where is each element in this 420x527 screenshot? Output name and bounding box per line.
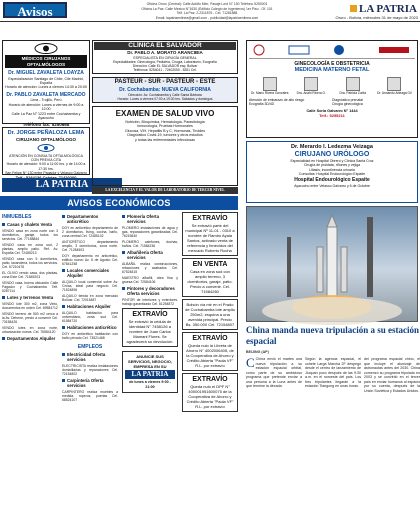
bullet-icon	[122, 251, 125, 254]
category-heading	[62, 352, 118, 362]
ad-title: MÉDICOS CIRUJANOS OFTALMÓLOGOS	[5, 55, 87, 68]
ad-address: Ayacucho entre Velasco Galvarro y 6 de Octubre	[294, 183, 370, 188]
doctor-name: Dr. PABLO ZAVALETA MERCADO	[6, 91, 86, 98]
classified-item: ELECTRICISTA realiza instalaciones domiciliarias y reparaciones Cel. 72154802	[62, 363, 118, 377]
classifieds-column	[182, 212, 238, 524]
venta-text: Bolsón vía mir en el Prado de Cochabamba lote amplio 250m2, esquina a una avenida principal. Precio Bs. 350.000 Cel. 72154807	[185, 302, 235, 327]
brand-name: LA PATRIA	[359, 3, 417, 15]
bullet-icon	[62, 305, 65, 308]
classifieds-title: AVISOS ECONÓMICOS	[0, 196, 238, 210]
page-header	[0, 0, 420, 22]
ad-penaloza	[2, 127, 90, 175]
classified-item: VENDO lote 300 m2, zona Vinto, documentos en orden Cel. 69584712	[2, 301, 58, 311]
rocket-launch-photo	[246, 206, 418, 322]
ad-subtitle: Dr. Cochabamba: NUEVA CALIFORNIA	[119, 86, 211, 93]
extravio-box	[182, 332, 238, 371]
service-item: Diagnóstico prenatal	[332, 98, 363, 103]
article-column: del programa espacial chino, el que incluye el alunizaje de astronautas antes del 2030. China comenzó su programa tripulado en 2003 y se convirtió en el tercer país en enviar humanos al espacio por su cuenta, después de la Unión Soviética y Estados Unidos.	[364, 357, 420, 393]
classifieds-column	[62, 212, 118, 524]
ad-line: Dirección: Calle EL SALVADOR esq. Bolivar	[132, 64, 198, 69]
classified-item: PLOMERO instalaciones de agua y gas, reparaciones garantizadas Cel. 76215840	[122, 225, 178, 238]
classifieds-column	[2, 212, 58, 524]
avisos-logo: Avisos	[3, 2, 67, 18]
extravio-title: EXTRAVÍO	[192, 376, 228, 383]
article-column: Según la agencia espacial, el cohete Larga Marcha 2F despegó desde el centro de lanzamiento de Jiuquan poco después de las 9:30 a.m. en el noroeste del país. Los tres tripulantes llegarán a la estación Tiangong en unas horas.	[305, 357, 361, 388]
venta-text: Casa en zona sud con amplio terreno, 3 dormitorios, garaje, patio. Precio a convenir. Cel. 71584260	[187, 269, 233, 294]
doctor-photo	[263, 77, 277, 91]
doctor-name: Dr. Merardo I. Ledezma Veizaga	[291, 144, 373, 150]
ad-title: EXAMEN DE SALUD VIVO	[115, 109, 215, 118]
article-byline: BEIJING (AP)	[246, 350, 269, 354]
doctor-name: Dr. PABLO A. MORATO ARANCIBIA	[127, 50, 203, 56]
eye-icon	[5, 43, 87, 55]
category-label: Habitaciones Alquiler	[67, 304, 111, 310]
bullet-icon	[2, 337, 5, 340]
classified-item: CARPINTERO realiza muebles a medida, roperos, puertas Cel. 68524107	[62, 389, 118, 403]
drop-cap: C	[246, 355, 255, 370]
ad-band: LA EXCELENCIA Y EL VALOR DE LABORATORIO DE TERCER NIVEL	[92, 187, 238, 194]
category-label: Lotes y terrenos Venta	[7, 295, 54, 301]
ad-title: CLÍNICA EL SALVADOR	[94, 42, 236, 50]
section-heading: INMUEBLES	[2, 214, 32, 220]
extravio-text: Se extravió parte del municipal Nº 11-01 - 0310 a nombre de Ramiro Ayala Santos, activado venta de referencia y fenecidos del mercado Roberto Rocha	[185, 223, 235, 253]
bullet-icon	[122, 215, 125, 218]
category-label: Albañilería Oferta servicios	[127, 250, 163, 261]
ad-pasteur	[92, 77, 238, 103]
extravio-title: EXTRAVÍO	[192, 335, 228, 342]
ad-address: Calle La Paz N° 1223 entre Cochabamba y Ayacucho	[11, 111, 81, 121]
bullet-icon	[2, 296, 5, 299]
ad-ginecologia	[246, 40, 418, 138]
category-label: Carpintería Oferta servicios	[67, 378, 104, 389]
ad-phone: Telf.: 5255211	[319, 113, 345, 119]
venta-title: EN VENTA	[192, 261, 228, 268]
classified-item: VENDO casa en zona norte con 3 dormitorios, garaje, todos los servicios. Cel. 77158844	[2, 228, 58, 241]
bullet-icon	[2, 223, 5, 226]
classifieds-column	[122, 212, 178, 524]
bullet-icon	[122, 287, 125, 290]
ad-line: Especialidades: Ginecología, Pediatría, Cirugía, Laboratorio, Ecografía	[113, 60, 217, 65]
bullet-icon	[62, 379, 65, 382]
doctor-photo	[387, 77, 401, 91]
ad-line: Cirugía de próstata, riñones y vejiga	[303, 163, 361, 168]
classified-item: ALQUILO tienda en zona mercado Bolívar. Cel. 72015487	[62, 293, 118, 303]
ad-phone: Teléfono fax: 5250668	[22, 121, 70, 127]
classified-item: PLOMERO calefones, duchas, baños. Cel. 71584236	[122, 239, 178, 248]
article-column	[246, 357, 302, 389]
extravio-box	[122, 308, 178, 347]
extravio-text: Queda nulo la Libreta de Ahorro N° 4002006405, de la Cooperativa de Ahorro y Crédito Abierta "Paola VF" R.L. por extravío	[186, 343, 234, 368]
ad-line: Horario: Lunes a viernes 07:00 a 19:30 hrs. Sábados y domingos	[117, 96, 213, 101]
header-info-line: Telf. La Paz: 2-2311876 - Cel. 71281888	[176, 11, 238, 16]
category-label: Plomería Oferta servicios	[127, 214, 160, 224]
doctor-name: Dr. Armando Arteaga Gil	[377, 91, 412, 96]
ad-line: Litiasis, incontinencia urinaria	[309, 167, 355, 172]
classified-item: VENDO casa con 5 dormitorios, patio, lavandería, todos los servicios. Cel. 67210478	[2, 256, 58, 270]
ad-title: GINECOLOGÍA E OBSTETRICIA	[294, 61, 370, 67]
classified-item: ALQUILO habitación para universitario, zona sud Cel. 61584720	[62, 310, 118, 324]
category-label: Casas y chalets Venta	[7, 222, 52, 227]
ad-examen-salud	[92, 106, 238, 186]
doctor-card	[374, 77, 414, 95]
classified-item: VENDO casa en zona sud, 2 plantas, amplio patio. Ref. Av. España Cel. 72485213	[2, 242, 58, 256]
doctors-row	[249, 77, 415, 95]
classified-item: PINTOR de interiores y exteriores, trabajo garantizado Cel. 61254872	[122, 297, 178, 306]
promo-box	[122, 351, 178, 393]
promo-brand: LA PATRIA	[125, 370, 175, 379]
category-label: Locales comerciales Alquiler	[67, 268, 110, 279]
service-item: Atención de embarazo de alto riesgo	[249, 98, 305, 103]
category-heading	[2, 295, 58, 300]
classified-item: ALQUILO local comercial sobre Av. Cívica, ideal para negocio Cel. 71524896	[62, 279, 118, 293]
classified-item: ALBAÑIL realiza construcciones, refacciones y acabados Cel. 67524815	[122, 261, 178, 274]
services-list	[249, 98, 415, 107]
doctor-title: CIRUJANO URÓLOGO	[294, 150, 370, 158]
category-heading	[2, 336, 58, 341]
promo-text: ANUNCIE SUS SERVICIOS, NEGOCIO, EMPRESA EN SU	[128, 353, 172, 369]
category-label: Departamentos Alquiler	[7, 336, 56, 342]
extravio-box	[182, 212, 238, 256]
doctor-name: Dr. JORGE PEÑALOZA LEMA	[7, 130, 85, 136]
doctor-card	[333, 77, 373, 95]
ad-address: Calle Soria Galvarro N° 1444	[306, 108, 358, 113]
classified-item: EL OLIVO vendo casa, dos plantas, zona Este Cel. 71845203	[2, 270, 58, 280]
category-label: Electricidad Oferta servicios	[67, 352, 106, 363]
ad-clinica-salvador	[92, 40, 238, 74]
doctor-name: Dra. Patricia Zurita	[339, 91, 367, 96]
ad-line: Dirección: Av. Cochabamba y Calle Santa Bárbara	[128, 92, 202, 97]
category-heading	[62, 214, 118, 224]
category-heading	[62, 378, 118, 388]
extravio-text: Se extravió la cédula de identidad N° 7458126 a nombre de Juan Carlos Mamani Flores. Se agradecerá su devolución.	[126, 318, 174, 344]
classified-item: DOY en anticrético habitación con baño privado Cel. 73521468	[62, 331, 118, 341]
header-contact-info	[72, 2, 342, 20]
venta-box	[182, 299, 238, 330]
ad-logos	[249, 43, 415, 59]
doctor-specialty: ESPECIALISTA EN CIRUGÍA GENERAL	[133, 55, 197, 60]
category-label: Habitaciones anticrético	[67, 325, 117, 331]
article-text: China envió el martes una nueva tripulación a su estación espacial orbital, como parte de su ambicioso programa que pretende enviar a una persona a la Luna antes de que termine la década.	[246, 357, 302, 388]
classified-item: VENDO terreno de 500 m2 cerca a la Av. Dehene, precio a convenir Cel. 73158426	[2, 311, 58, 325]
classified-item: VENDO lotes en zona norte, urbanización nueva. Cel. 76584120	[2, 325, 58, 335]
ad-line: Nutrición, Bioquímica, Hematología, Parasitología	[125, 120, 205, 124]
doctor-card	[291, 77, 331, 95]
extravio-box	[182, 373, 238, 412]
ad-line: y todas las enfermedades infecciosas	[135, 137, 195, 142]
doctor-specialty: Especialización Santiago de Chile, Cile Madrid, España	[8, 76, 84, 85]
service-item: Ecografía 3D/4D	[249, 102, 275, 107]
article-headline: China manda nueva tripulación a su estación espacial	[246, 325, 420, 346]
doctor-title: CIRUJANO OFTALMÓLOGO	[16, 136, 76, 142]
bullet-icon	[62, 353, 65, 356]
issue-date: Oruro - Bolivia, miércoles 31 de mayo de 2023	[335, 15, 418, 20]
classified-item: VENDO casa, buena ubicación Calle Pagador y Cochabamba Telf. 5287114	[2, 280, 58, 294]
ad-address: San Felipe Nº 130 entre Pagador y Velasco Galvarro	[5, 171, 87, 175]
doctor-name: Dr. MIGUEL ZAVALETA LOAYZA	[8, 70, 84, 77]
category-heading	[122, 214, 178, 224]
extravio-text: Queda nulo el DPF N° 400001951600075 de la Cooperativa de Ahorro y Crédito Abierta "Paola VF" R.L. por extravío	[186, 384, 234, 409]
header-info-line: Oficina Oruro (Central): Calle Adolfo Mier, Pasaje Lord N° 150 Teléfono 5250001	[146, 2, 268, 6]
category-heading	[122, 250, 178, 260]
category-label: Departamentos anticrético	[67, 214, 99, 224]
ad-oftalmologos	[2, 40, 90, 127]
header-info-line[interactable]: Email: lapatriaenlinea@gmail.com - publicidad@lapatriaenlinea.com	[155, 15, 259, 20]
ad-urologo	[246, 141, 418, 203]
category-heading	[62, 325, 118, 330]
service-item: Cirugía ginecológica	[332, 102, 363, 107]
section-heading: EMPLEOS	[77, 344, 103, 351]
bullet-icon	[62, 215, 65, 218]
category-heading	[62, 304, 118, 309]
doctor-name: Dra. Anahi Rivera G.	[296, 91, 326, 96]
doctor-photo	[304, 77, 318, 91]
ad-line: Inmunología, Pruebas Hormonales	[137, 124, 193, 129]
doctor-hours: Horario de atención: Lunes a viernes de 9:00 a 12:00	[8, 102, 84, 112]
extravio-title: EXTRAVÍO	[132, 310, 168, 318]
la-patria-band: LA PATRIA	[2, 178, 122, 192]
ad-subtitle: MEDICINA MATERNO FETAL	[294, 67, 370, 74]
brand-square-icon	[350, 5, 357, 12]
doctor-photo	[346, 77, 360, 91]
ad-line: Glucosa, VIH, Hepatitis B y C, Hormonas, Tiroides	[124, 128, 206, 133]
category-heading	[122, 286, 178, 296]
classified-item: DOY en anticrético departamento de 2 dormitorios, living, cocina, baño, zona central Cel. 72485102	[62, 225, 118, 238]
ad-line: Diagnóstico Covid-19, tumores y otros estudios	[127, 133, 203, 138]
classified-item: ANTICRÉTICO departamento amplio, 3 dormitorios, zona norte. Cel. 71284503	[62, 239, 118, 253]
venta-box	[182, 258, 238, 297]
ad-title: PASTEUR - SUR - PASTEUR - ESTE	[114, 79, 216, 85]
doctor-card	[250, 77, 290, 95]
doctor-specialty: Especialidad en Hospital Obrero y Clínica Santa Cruz	[290, 158, 374, 163]
eye-icon	[5, 144, 87, 153]
classified-item: MAESTRO albañil, obra fina y gruesa Cel. 72584106	[122, 275, 178, 284]
category-heading	[2, 222, 58, 227]
promo-hours: de lunes a viernes 9:00 - 21:00	[129, 379, 171, 389]
doctor-specialty: Lima - Trujillo, Perú	[30, 98, 62, 103]
ad-service: ATENCIÓN EN CONSULTA OFTALMOLÓGICA CON PREVIA CITA	[9, 153, 83, 162]
category-heading	[62, 268, 118, 278]
bullet-icon	[62, 326, 65, 329]
hospital-name: Hospital Endourológico Espaite	[294, 177, 370, 184]
doctor-hours: Horario de atención: Lunes a viernes 14:30 a 20:00	[5, 85, 87, 90]
ad-line: Consultas: Hospital Endourológico Espaite	[298, 172, 366, 176]
ad-hours: Horario de atención: 9:00 a 11:00 hrs. y de 14:00 a 17:30 hrs.	[6, 162, 86, 171]
doctor-name: Dr. Mario Rivera Gonzales	[251, 91, 289, 96]
ad-line: Teléfonos: 5254041 - 72402050 - 5281 Cel.	[133, 68, 197, 73]
classified-item: DOY departamento en anticrético, edificio nuevo Av. 6 de Agosto Cel. 67841258	[62, 253, 118, 267]
category-label: Pintores y decoradores Oferta servicios	[127, 286, 175, 297]
bullet-icon	[62, 269, 65, 272]
header-info-line: Oficina La Paz: Calle Mexico N°1630 (Edificio Colegio de Ingenieros) 1er Piso - Of. 101	[141, 6, 273, 11]
extravio-title: EXTRAVÍO	[192, 215, 228, 222]
